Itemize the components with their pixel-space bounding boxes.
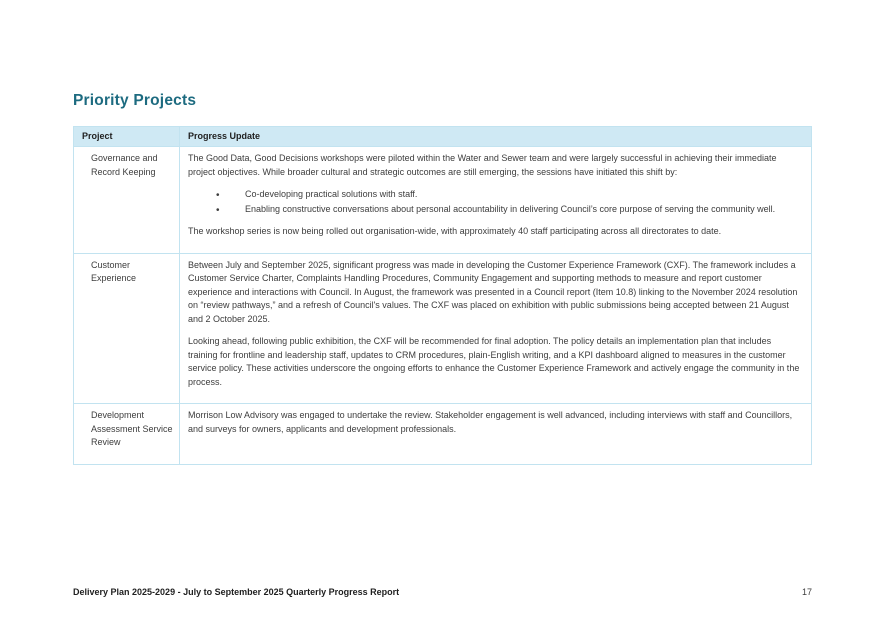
page-footer xyxy=(73,587,812,597)
column-header-project: Project xyxy=(74,127,180,147)
project-name-cell: Governance and Record Keeping xyxy=(74,147,180,254)
progress-update-cell xyxy=(180,404,812,465)
priority-projects-table xyxy=(73,126,812,465)
column-header-progress-update: Progress Update xyxy=(180,127,812,147)
progress-update-cell xyxy=(180,253,812,404)
table-row-development-assessment xyxy=(74,404,812,465)
paragraph: The Good Data, Good Decisions workshops were piloted within the Water and Sewer team and were largely successful in achieving their immediate project objectives. While broader cultural and strategic outcomes are still emerging, the sessions have initiated this shift by: xyxy=(188,153,777,177)
paragraph: The workshop series is now being rolled out organisation-wide, with approximately 40 staff participating across all directorates to date. xyxy=(188,226,722,236)
table-row-customer-experience xyxy=(74,253,812,404)
paragraph: Morrison Low Advisory was engaged to undertake the review. Stakeholder engagement is well advanced, including interviews with staff and Councillors, and surveys for owners, applicants and development professionals. xyxy=(188,410,793,434)
page-title: Priority Projects xyxy=(73,92,197,109)
table-row-governance xyxy=(74,147,812,254)
bullet-item: • Enabling constructive conversations about personal accountability in delivering Council’s core purpose of serving the community well. xyxy=(216,203,801,217)
bullet-list xyxy=(188,188,801,216)
page-number: 17 xyxy=(801,587,812,597)
content-area xyxy=(73,92,812,465)
footer-text: Delivery Plan 2025-2029 - July to September 2025 Quarterly Progress Report xyxy=(73,587,400,597)
project-name-cell: Customer Experience xyxy=(74,253,180,404)
paragraph: Looking ahead, following public exhibition, the CXF will be recommended for final adoption. The policy details an implementation plan that includes training for frontline and leadership staff, updates to CRM procedures, plain-English writing, and a KPI dashboard aligned to measures in the customer service policy. These activities underscore the ongoing efforts to enhance the Customer Experience Framework and actively engage the community in the process. xyxy=(188,336,800,387)
table-header-row xyxy=(74,127,812,147)
bullet-item: • Co-developing practical solutions with staff. xyxy=(216,188,801,202)
paragraph: Between July and September 2025, significant progress was made in developing the Customer Experience Framework (CXF). The framework includes a Customer Service Charter, Complaints Handling Procedures, Community Engagement and supporting methods to measure and report customer experience and interactions with Council. In August, the framework was presented in a Council report (Item 10.8) linking to the November 2024 resolution on “review pathways,” and a refresh of Council's values. The CXF was placed on exhibition with public submissions being accepted between 21 August and 2 October 2025. xyxy=(188,259,798,324)
progress-update-cell xyxy=(180,147,812,254)
project-name-cell: Development Assessment Service Review xyxy=(74,404,180,465)
